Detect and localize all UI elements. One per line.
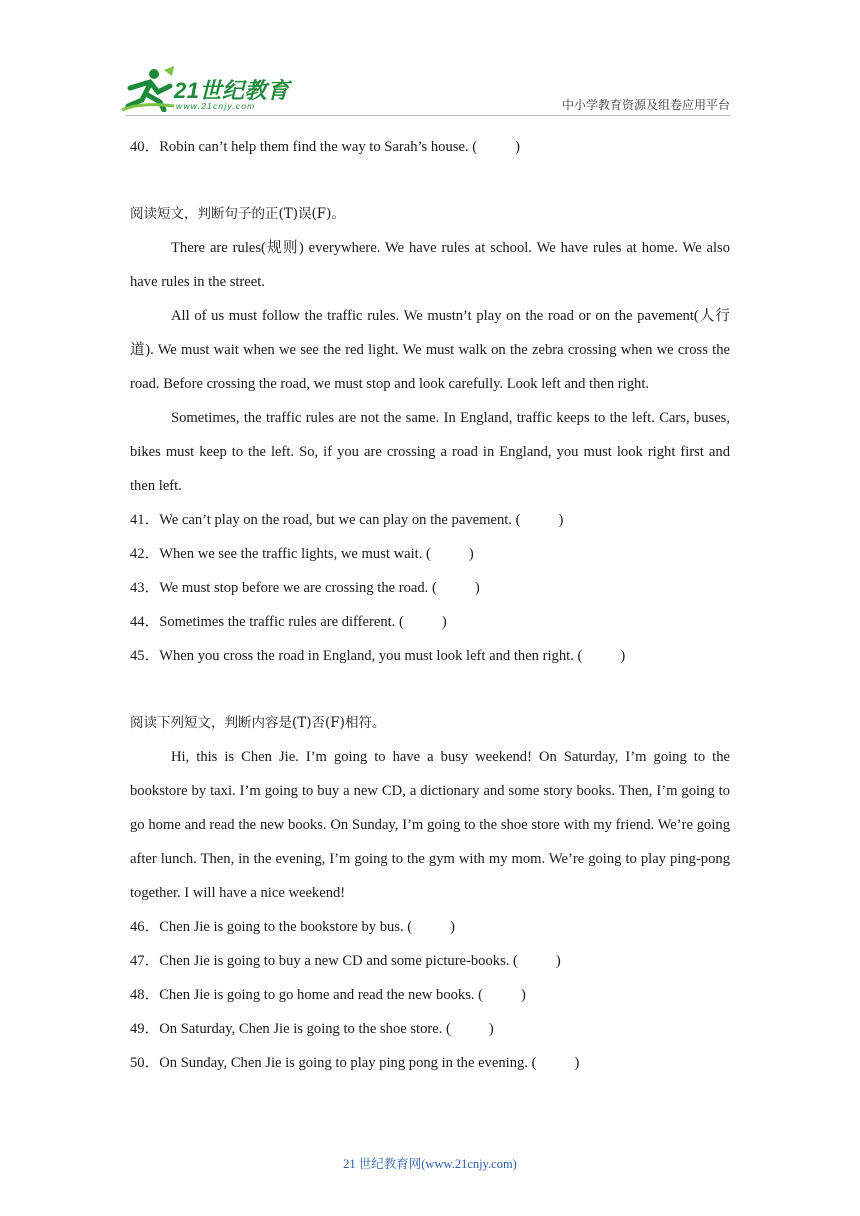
section2-paragraph-1: Hi, this is Chen Jie. I’m going to have a busy weekend! On Saturday, I’m going to the bookstore by taxi. I’m going to buy a new CD, a dictionary and some story books. Then, I’m going to go home and read the new books. On Sunday, I’m going to the shoe store with my friend. We’re going after lunch. Then, in the evening, I’m going to the gym with my mom. We’re going to play ping-pong together. I will have a nice weekend! xyxy=(130,749,730,901)
logo xyxy=(120,66,290,116)
section1-paragraph-2: All of us must follow the traffic rules. We mustn’t play on the road or on the pavement(人行道). We must wait when we see the red light. We must walk on the zebra crossing when we cross the road. Before crossing the road, we must stop and look carefully. Look left and then right. xyxy=(130,308,730,392)
platform-title: 中小学教育资源及组卷应用平台 xyxy=(561,98,730,112)
section1-paragraph-1: There are rules(规则) everywhere. We have rules at school. We have rules at home. We also have rules in the street. xyxy=(130,240,730,290)
document-body xyxy=(130,130,730,1080)
question-47: 47．Chen Jie is going to buy a new CD and some picture-books. ( ) xyxy=(130,953,561,969)
question-44: 44．Sometimes the traffic rules are different. ( ) xyxy=(130,614,447,630)
question-49: 49．On Saturday, Chen Jie is going to the shoe store. ( ) xyxy=(130,1021,494,1037)
section2-instruction: 阅读下列短文，判断内容是(T)否(F)相符。 xyxy=(130,715,386,731)
question-46: 46．Chen Jie is going to the bookstore by bus. ( ) xyxy=(130,919,456,935)
section1-instruction: 阅读短文，判断句子的正(T)误(F)。 xyxy=(130,206,345,222)
section1-paragraph-3: Sometimes, the traffic rules are not the same. In England, traffic keeps to the left. Cars, buses, bikes must keep to the left. So, if you are crossing a road in England, you must look right first and then left. xyxy=(130,410,730,494)
page-header xyxy=(0,0,860,120)
runner-logo-icon xyxy=(120,66,176,112)
question-48: 48．Chen Jie is going to go home and read the new books. ( ) xyxy=(130,987,526,1003)
question-text: Robin can’t help them find the way to Sarah’s house. ( xyxy=(159,139,478,155)
question-42: 42．When we see the traffic lights, we must wait. ( ) xyxy=(130,546,474,562)
header-divider xyxy=(126,115,730,116)
question-43: 43．We must stop before we are crossing the road. ( ) xyxy=(130,580,480,596)
question-45: 45．When you cross the road in England, you must look left and then right. ( ) xyxy=(130,648,626,664)
question-50: 50．On Sunday, Chen Jie is going to play ping pong in the evening. ( ) xyxy=(130,1055,580,1071)
page-footer: 21 世纪教育网(www.21cnjy.com) xyxy=(343,1157,517,1171)
question-41: 41．We can’t play on the road, but we can play on the pavement. ( ) xyxy=(130,512,564,528)
question-number: 40． xyxy=(130,139,160,155)
logo-url: www.21cnjy.com xyxy=(176,101,256,111)
logo-text: 21世纪教育 xyxy=(174,78,290,103)
question-40: 40．Robin can’t help them find the way to Sarah’s house. ( ) xyxy=(130,139,520,155)
